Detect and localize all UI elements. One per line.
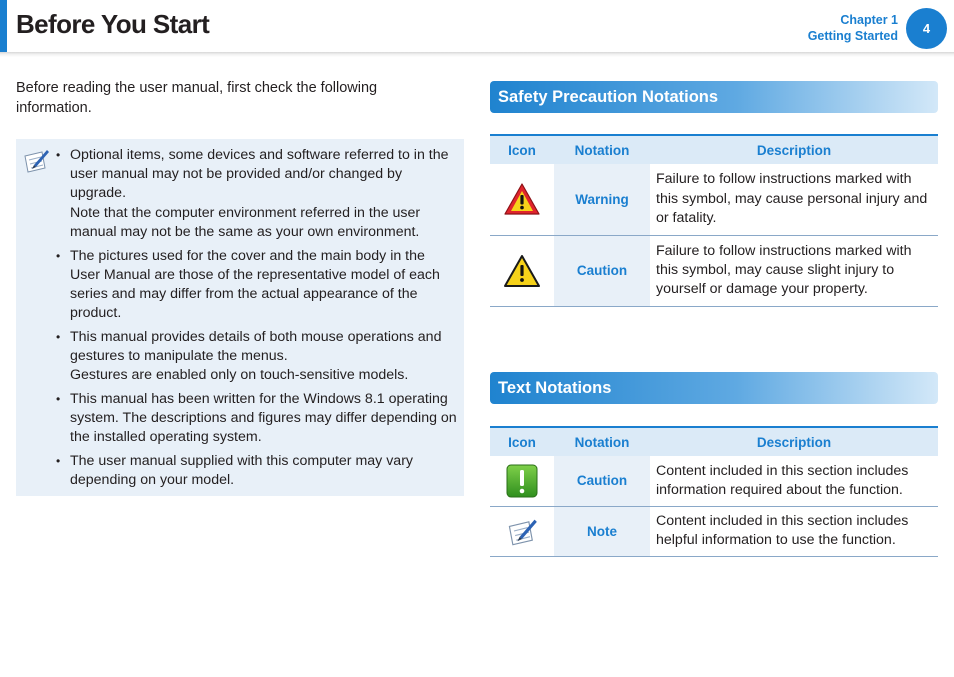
chapter-number: Chapter 1: [840, 13, 898, 27]
description-cell: Failure to follow instructions marked with this symbol, may cause personal injury and or fatality.: [650, 164, 938, 235]
table-header-row: [490, 427, 938, 456]
caution-triangle-yellow-icon: [503, 254, 541, 288]
notation-cell: Caution: [554, 235, 650, 306]
icon-cell: [490, 456, 554, 506]
note-pen-icon: [22, 146, 50, 174]
icon-cell: [490, 235, 554, 306]
description-cell: Failure to follow instructions marked with this symbol, may cause slight injury to yourself or damage your property.: [650, 235, 938, 306]
column-header-icon: Icon: [490, 135, 554, 164]
description-cell: Content included in this section includes information required about the function.: [650, 456, 938, 506]
chapter-label: [808, 12, 898, 44]
note-item-text: Optional items, some devices and software referred to in the user manual may not be provided and/or changed by upgrade. Note that the computer environment referred in the user manual may not be the same as your own environment.: [70, 147, 449, 240]
note-item: [56, 247, 458, 324]
icon-cell: [490, 506, 554, 556]
notation-cell: Warning: [554, 164, 650, 235]
note-item-text: This manual has been written for the Windows 8.1 operating system. The descriptions and figures may differ depending on the installed operating system.: [70, 390, 457, 446]
header-divider: [0, 52, 954, 57]
column-header-notation: Notation: [554, 427, 650, 456]
chapter-name: Getting Started: [807, 29, 898, 43]
note-list: [56, 146, 458, 495]
table-row: [490, 164, 938, 235]
table-row: [490, 506, 938, 556]
column-header-notation: Notation: [554, 135, 650, 164]
note-item: [56, 328, 458, 386]
column-header-description: Description: [650, 135, 938, 164]
table-row: [490, 456, 938, 506]
header-accent-bar: [0, 0, 7, 52]
text-notations-heading: Text Notations: [490, 372, 938, 404]
column-header-description: Description: [650, 427, 938, 456]
notation-cell: Caution: [554, 456, 650, 506]
table-row: [490, 235, 938, 306]
description-cell: Content included in this section includes helpful information to use the function.: [650, 506, 938, 556]
table-header-row: [490, 135, 938, 164]
caution-exclamation-green-icon: [506, 464, 538, 498]
column-header-icon: Icon: [490, 427, 554, 456]
note-item: [56, 452, 458, 490]
page-number-badge: 4: [906, 8, 947, 49]
note-pen-icon: [505, 515, 539, 547]
icon-cell: [490, 164, 554, 235]
note-item-text: This manual provides details of both mouse operations and gestures to manipulate the menus. Gestures are enabled only on touch-sensitive models.: [70, 328, 442, 384]
safety-heading: Safety Precaution Notations: [490, 81, 938, 113]
warning-triangle-red-icon: [503, 182, 541, 216]
note-box: [16, 139, 464, 496]
notation-cell: Note: [554, 506, 650, 556]
note-item-text: The user manual supplied with this computer may vary depending on your model.: [70, 453, 414, 489]
page-title: Before You Start: [16, 9, 210, 39]
note-item-text: The pictures used for the cover and the main body in the User Manual are those of the representative model of each series and may differ from the actual appearance of the product.: [70, 247, 440, 322]
note-item: [56, 390, 458, 448]
text-notations-table: [490, 426, 938, 557]
note-item: [56, 146, 458, 242]
intro-paragraph: Before reading the user manual, first check the following information.: [16, 80, 378, 116]
safety-table: [490, 134, 938, 307]
